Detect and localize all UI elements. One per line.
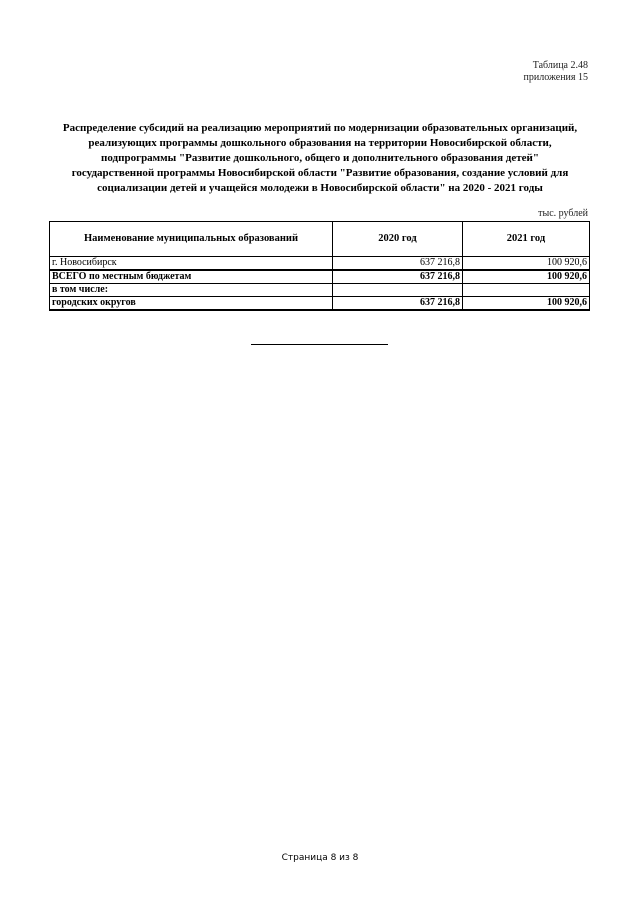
table-row [50, 297, 590, 311]
title-line: Распределение субсидий на реализацию мероприятий по модернизации образовательных организаций, [62, 122, 578, 134]
units-label: тыс. рублей [538, 208, 588, 219]
table-reference [524, 60, 588, 84]
city-districts-label: городских округов [50, 297, 333, 311]
total-label: ВСЕГО по местным бюджетам [50, 270, 333, 284]
value-2021: 100 920,6 [462, 257, 589, 271]
title-line: реализующих программы дошкольного образования на территории Новосибирской области, [88, 137, 552, 149]
municipality-name: г. Новосибирск [50, 257, 333, 271]
appendix-number: приложения 15 [523, 72, 588, 83]
subsidy-table [49, 221, 590, 311]
including-2020 [333, 284, 463, 297]
table-number: Таблица 2.48 [532, 60, 588, 71]
total-2020: 637 216,8 [333, 270, 463, 284]
city-districts-2021: 100 920,6 [462, 297, 589, 311]
divider-line [251, 344, 388, 345]
including-2021 [462, 284, 589, 297]
table-header-row [50, 222, 590, 257]
column-header-2021: 2021 год [462, 222, 589, 257]
title-line: социализации детей и учащейся молодежи в Новосибирской области" на 2020 - 2021 годы [97, 182, 543, 194]
table-row [50, 257, 590, 271]
including-label: в том числе: [50, 284, 333, 297]
page-number: Страница 8 из 8 [281, 853, 359, 863]
document-title [50, 121, 590, 196]
column-header-2020: 2020 год [333, 222, 463, 257]
value-2020: 637 216,8 [333, 257, 463, 271]
title-line: государственной программы Новосибирской области "Развитие образования, создание условий для [71, 167, 569, 179]
total-2021: 100 920,6 [462, 270, 589, 284]
column-header-name: Наименование муниципальных образований [50, 222, 333, 257]
city-districts-2020: 637 216,8 [333, 297, 463, 311]
title-line: подпрограммы "Развитие дошкольного, общего и дополнительного образования детей" [101, 152, 539, 164]
table-row-total [50, 270, 590, 284]
table-row [50, 284, 590, 297]
